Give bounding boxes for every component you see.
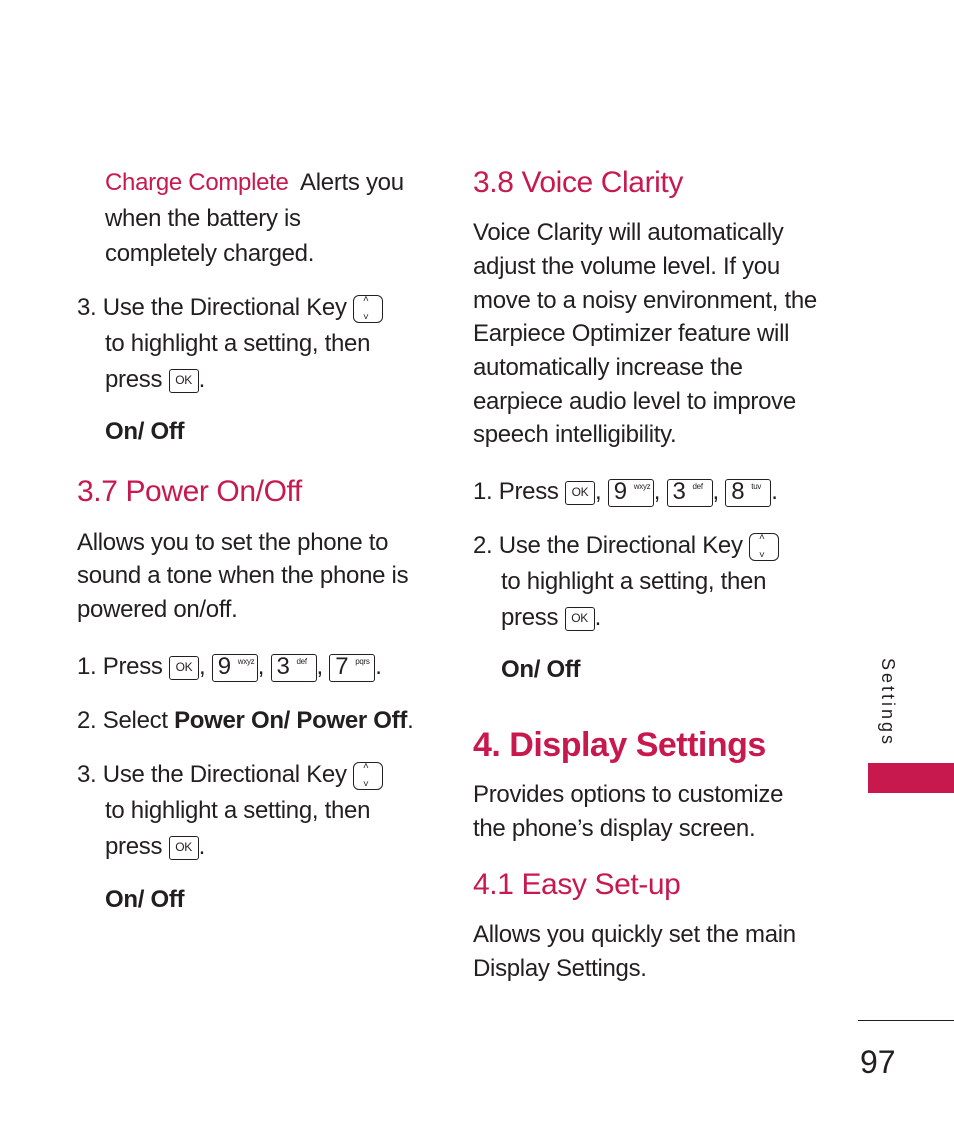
section-3-8-desc-4: Earpiece Optimizer feature will (473, 320, 790, 347)
section-4-desc-2: the phone’s display screen. (473, 815, 756, 842)
key-letters: pqrs (355, 656, 370, 666)
directional-key-icon (353, 762, 383, 790)
section-3-7-desc-2: sound a tone when the phone is (77, 562, 409, 589)
section-3-8-desc-5: automatically increase the (473, 354, 743, 381)
ok-key-icon: OK (169, 369, 199, 393)
charge-complete-text: Alerts you (300, 169, 404, 196)
ok-key-icon: OK (169, 836, 199, 860)
press-text: press (105, 366, 163, 393)
charge-complete-block (105, 166, 435, 200)
sidebar-section-label: Settings (878, 658, 898, 748)
press-text: press (501, 604, 559, 631)
key-letters: wxyz (237, 656, 255, 666)
eight-key-icon (725, 479, 771, 507)
step3a-line3: press OK . (105, 366, 205, 393)
ok-key-icon: OK (565, 607, 595, 631)
key-digit: 7 (335, 652, 349, 680)
ok-key-icon: OK (565, 481, 595, 505)
up-arrow-icon: ˄ (759, 531, 765, 543)
key-letters: def (296, 656, 307, 666)
step3b-line1 (77, 758, 383, 792)
step1-text: 1. Press (473, 478, 559, 505)
section-4-1-desc-2: Display Settings. (473, 955, 647, 982)
section-3-7-desc-1: Allows you to set the phone to (77, 529, 389, 556)
step3b-text: 3. Use the Directional Key (77, 761, 347, 788)
step2-right-line2: to highlight a setting, then (501, 568, 767, 595)
key-digit: 3 (276, 652, 290, 680)
key-digit: 9 (613, 477, 627, 505)
step2-left: 2. Select Power On/ Power Off. (77, 707, 414, 734)
section-4-title: 4. Display Settings (473, 726, 766, 764)
section-3-7-title: 3.7 Power On/Off (77, 475, 302, 508)
press-text: press (105, 833, 163, 860)
down-arrow-icon: ˅ (759, 549, 765, 561)
step2-right-line3: press OK . (501, 604, 601, 631)
section-3-8-desc-1: Voice Clarity will automatically (473, 219, 784, 246)
section-3-8-desc-6: earpiece audio level to improve (473, 388, 796, 415)
section-3-8-desc-7: speech intelligibility. (473, 421, 677, 448)
section-3-8-desc-3: move to a noisy environment, the (473, 287, 817, 314)
charge-complete-line2: when the battery is (105, 205, 301, 232)
step1-text: 1. Press (77, 653, 163, 680)
directional-key-icon (749, 533, 779, 561)
directional-key-icon (353, 295, 383, 323)
section-3-8-title: 3.8 Voice Clarity (473, 166, 683, 199)
step2-prefix: 2. Select (77, 707, 175, 734)
step3b-line2: to highlight a setting, then (105, 797, 371, 824)
key-digit: 9 (217, 652, 231, 680)
section-3-8-desc-2: adjust the volume level. If you (473, 253, 780, 280)
charge-complete-line3: completely charged. (105, 240, 315, 267)
onoff-option-3: On/ Off (501, 656, 581, 683)
step1-right: 1. Press OK , 9 wxyz , 3 def , 8 tuv . (473, 477, 778, 505)
page-number: 97 (860, 1044, 896, 1080)
key-letters: tuv (751, 481, 762, 491)
three-key-icon (271, 654, 317, 682)
key-digit: 3 (672, 477, 686, 505)
onoff-option-2: On/ Off (105, 886, 185, 913)
key-letters: wxyz (633, 481, 651, 491)
step1-left: 1. Press OK , 9 wxyz , 3 def , 7 pqrs . (77, 652, 382, 680)
section-4-desc-1: Provides options to customize (473, 781, 784, 808)
step2-bold: Power On/ Power Off (174, 707, 408, 734)
ok-key-icon: OK (169, 656, 199, 680)
sidebar-tab-marker (868, 763, 954, 793)
step3a-text: 3. Use the Directional Key (77, 294, 347, 321)
down-arrow-icon: ˅ (363, 311, 369, 323)
step3b-line3: press OK . (105, 833, 205, 860)
step3a-line1 (77, 291, 383, 325)
section-3-7-desc-3: powered on/off. (77, 596, 238, 623)
up-arrow-icon: ˄ (363, 293, 369, 305)
down-arrow-icon: ˅ (363, 778, 369, 790)
step2-right-line1 (473, 529, 779, 563)
footer-rule (858, 1020, 954, 1021)
nine-key-icon (212, 654, 258, 682)
section-4-1-desc-1: Allows you quickly set the main (473, 921, 796, 948)
section-4-1-title: 4.1 Easy Set-up (473, 868, 681, 901)
step3a-line2: to highlight a setting, then (105, 330, 371, 357)
onoff-option-1: On/ Off (105, 418, 185, 445)
key-letters: def (692, 481, 703, 491)
seven-key-icon (329, 654, 375, 682)
charge-complete-label: Charge Complete (105, 169, 289, 196)
key-digit: 8 (731, 477, 745, 505)
up-arrow-icon: ˄ (363, 760, 369, 772)
three-key-icon (667, 479, 713, 507)
step2-text: 2. Use the Directional Key (473, 532, 743, 559)
nine-key-icon (608, 479, 654, 507)
